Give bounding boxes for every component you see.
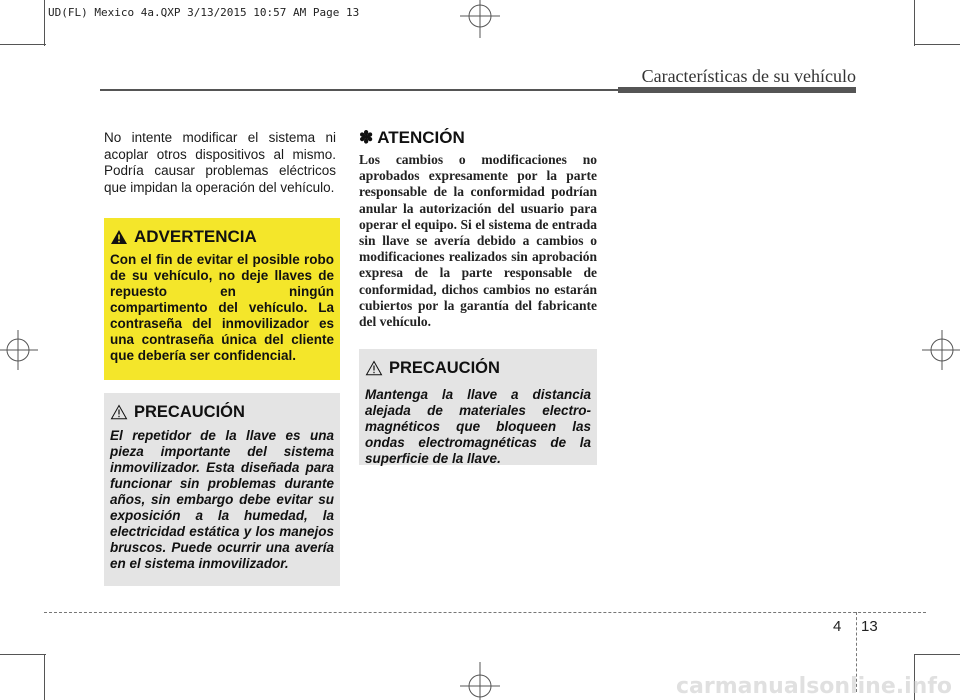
precaucion-title-left: PRECAUCIÓN [134, 402, 245, 421]
crop-mark [914, 0, 915, 46]
atencion-text: Los cambios o modificaciones no aprobados expresamente por la parte responsable de la conformidad podrían anular la autorización del usuario para operar el equipo. Si el sistema de entrada sin llave se avería debido a cambios o modificaciones realizados sin aprobación expresa de la parte responsable de conformidad, dichos cambios no estarán cubiertos por la garantía del fabricante del vehículo. [359, 152, 597, 330]
header-rule-accent [618, 87, 856, 93]
warning-triangle-outline-icon [110, 404, 128, 420]
precaucion-header-right [365, 357, 591, 379]
crop-mark [914, 654, 960, 655]
section-title: Características de su vehículo [641, 66, 856, 86]
watermark: carmanualsonline.info [676, 674, 952, 699]
crop-mark [44, 0, 45, 46]
registration-mark-icon [0, 320, 40, 380]
precaucion-text-right: Mantenga la llave a distancia alejada de materiales electro- magnéticos que bloqueen las ondas electromagnéticas de la superficie de la llave. [365, 387, 591, 466]
crop-mark [914, 44, 960, 45]
precaucion-box-left [104, 393, 340, 586]
advertencia-header [110, 226, 334, 248]
crop-mark [0, 654, 46, 655]
atencion-title: ATENCIÓN [377, 128, 465, 147]
crop-mark [0, 44, 46, 45]
precaucion-text-left: El repetidor de la llave es una pieza importante del sistema inmovilizador. Esta diseñada para funcionar sin problemas durante años, sin embargo debe evitar su exposición a la humedad, la electricidad estática y los manejos bruscos. Puede ocurrir una avería en el sistema inmovilizador. [110, 428, 334, 571]
warning-triangle-outline-icon [365, 360, 383, 376]
precaucion-box-right [359, 349, 597, 465]
header-rule [100, 89, 620, 91]
warning-triangle-icon [110, 229, 128, 245]
chapter-number: 4 [833, 618, 842, 635]
registration-mark-icon [450, 0, 510, 40]
precaucion-title-right: PRECAUCIÓN [389, 358, 500, 377]
crop-mark [44, 654, 45, 700]
precaucion-header-left [110, 401, 334, 423]
page-number: 13 [861, 618, 878, 635]
advertencia-box [104, 218, 340, 380]
asterisk-icon: ✽ [359, 128, 374, 147]
intro-paragraph: No intente modificar el sistema ni acoplar otros dispositivos al mismo. Podría causar problemas eléctricos que impidan la operación del vehículo. [104, 130, 336, 195]
registration-mark-icon [450, 660, 510, 700]
advertencia-text: Con el fin de evitar el posible robo de su vehículo, no deje llaves de repuesto en ningún compartimento del vehículo. La contraseña del inmovilizador es una contraseña única del cliente que debería ser confidencial. [110, 252, 334, 363]
atencion-header [359, 128, 465, 148]
advertencia-title: ADVERTENCIA [134, 227, 257, 246]
footer-divider [44, 612, 926, 613]
registration-mark-icon [920, 320, 960, 380]
print-slug: UD(FL) Mexico 4a.QXP 3/13/2015 10:57 AM Page 13 [48, 6, 360, 19]
